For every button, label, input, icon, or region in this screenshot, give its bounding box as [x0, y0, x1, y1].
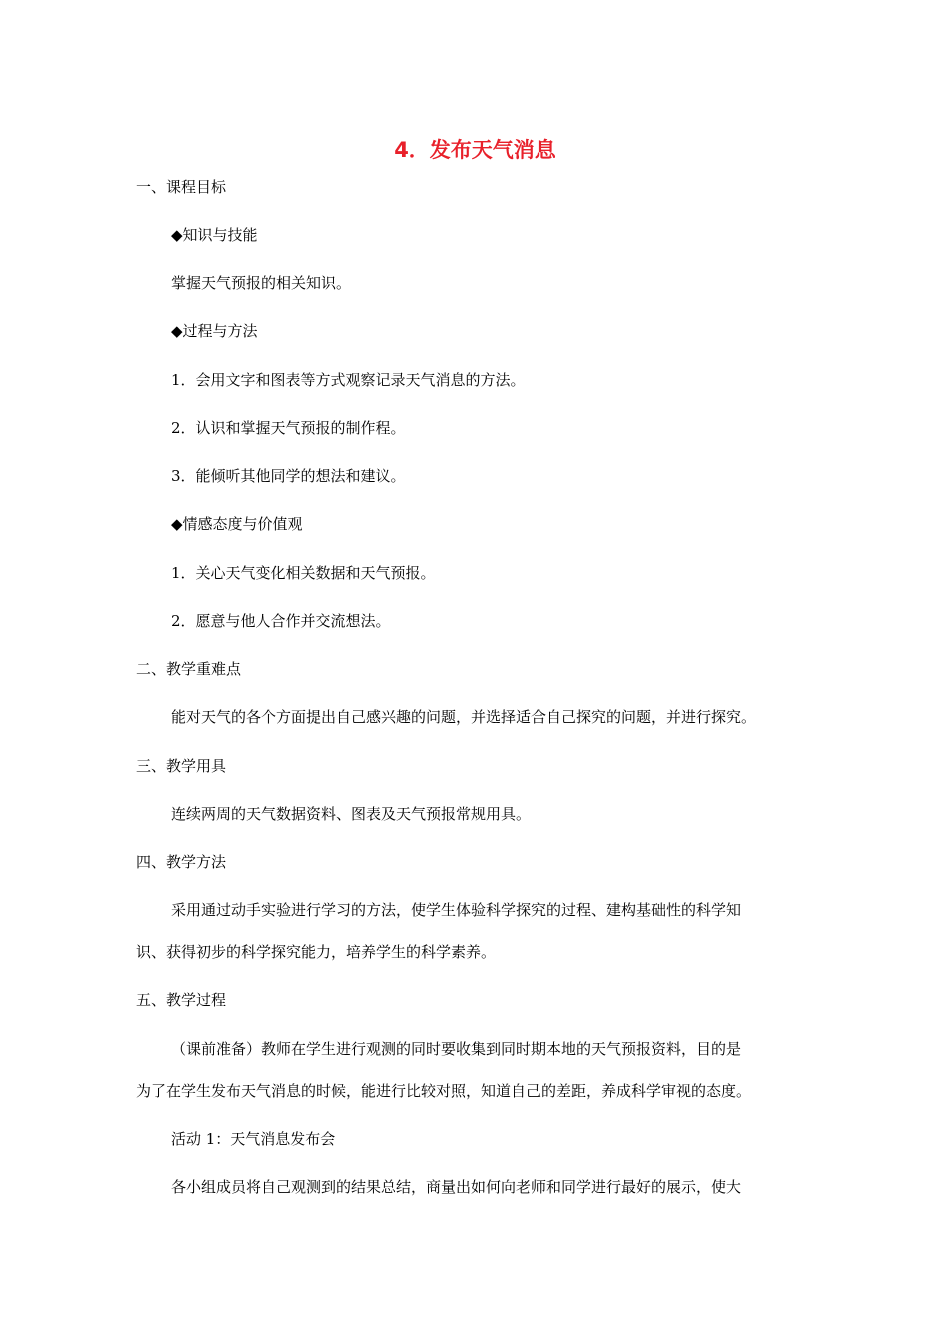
paragraph-line: （课前准备）教师在学生进行观测的同时要收集到同时期本地的天气预报资料，目的是 — [171, 1040, 742, 1058]
list-item: 2．愿意与他人合作并交流想法。 — [171, 612, 391, 630]
subheading-attitude-values: ◆情感态度与价值观 — [171, 515, 303, 533]
section-heading-teaching-methods: 四、教学方法 — [136, 853, 227, 871]
paragraph: 掌握天气预报的相关知识。 — [171, 274, 352, 292]
page-title: 4．发布天气消息 — [394, 138, 556, 162]
activity-heading: 活动 1：天气消息发布会 — [171, 1130, 336, 1148]
list-item: 1．会用文字和图表等方式观察记录天气消息的方法。 — [171, 371, 526, 389]
subheading-knowledge-skills: ◆知识与技能 — [171, 226, 258, 244]
paragraph: 能对天气的各个方面提出自己感兴趣的问题，并选择适合自己探究的问题，并进行探究。 — [171, 708, 757, 726]
paragraph-line: 识、获得初步的科学探究能力，培养学生的科学素养。 — [136, 943, 497, 961]
section-heading-course-goals: 一、课程目标 — [136, 178, 227, 196]
list-item: 1．关心天气变化相关数据和天气预报。 — [171, 564, 436, 582]
paragraph-line: 为了在学生发布天气消息的时候，能进行比较对照，知道自己的差距，养成科学审视的态度。 — [136, 1082, 752, 1100]
subheading-process-methods: ◆过程与方法 — [171, 322, 258, 340]
section-heading-teaching-tools: 三、教学用具 — [136, 757, 227, 775]
section-heading-key-points: 二、教学重难点 — [136, 660, 242, 678]
paragraph-line: 采用通过动手实验进行学习的方法，使学生体验科学探究的过程、建构基础性的科学知 — [171, 901, 742, 919]
list-item: 2．认识和掌握天气预报的制作程。 — [171, 419, 406, 437]
list-item: 3．能倾听其他同学的想法和建议。 — [171, 467, 406, 485]
paragraph-line: 各小组成员将自己观测到的结果总结，商量出如何向老师和同学进行最好的展示，使大 — [171, 1178, 742, 1196]
section-heading-teaching-process: 五、教学过程 — [136, 991, 227, 1009]
paragraph: 连续两周的天气数据资料、图表及天气预报常规用具。 — [171, 805, 532, 823]
